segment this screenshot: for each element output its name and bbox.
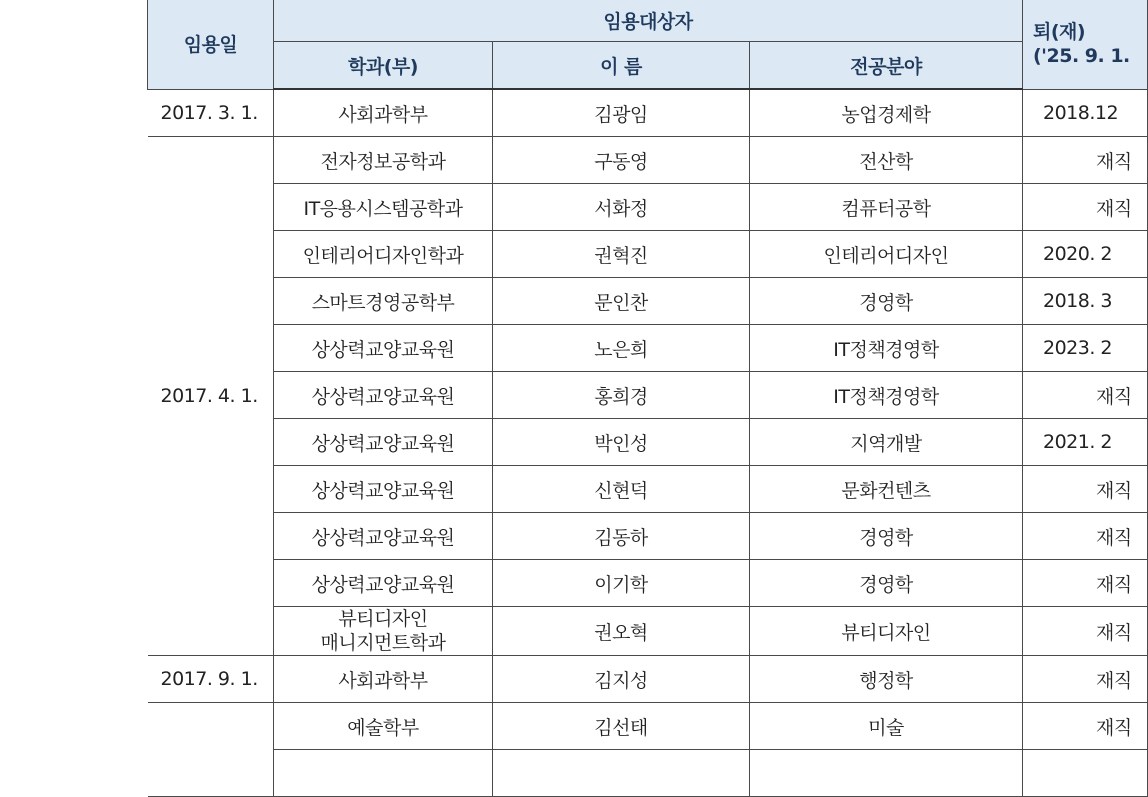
header-major: 전공분야 — [750, 42, 1023, 90]
name-cell: 서화정 — [493, 184, 750, 231]
status-cell: 재직 — [1023, 372, 1148, 419]
header-retirement-status — [1023, 0, 1148, 89]
status-cell: 재직 — [1023, 560, 1148, 607]
appointment-date-cell: 2017. 3. 1. — [148, 89, 274, 137]
table-row — [148, 607, 1148, 656]
header-retirement-line2: ('25. 9. 1. — [1033, 44, 1130, 67]
appointment-table-container — [147, 0, 1148, 797]
table-row — [148, 184, 1148, 231]
table-row — [148, 325, 1148, 372]
status-cell: 2021. 2 — [1023, 419, 1148, 466]
major-cell: 전산학 — [750, 137, 1023, 184]
major-cell: 지역개발 — [750, 419, 1023, 466]
appointment-date-cell: 2017. 4. 1. — [148, 137, 274, 656]
department-cell: 상상력교양교육원 — [274, 372, 493, 419]
major-cell: 행정학 — [750, 656, 1023, 703]
major-cell: 문화컨텐츠 — [750, 466, 1023, 513]
table-row — [148, 466, 1148, 513]
major-cell: 인테리어디자인 — [750, 231, 1023, 278]
department-cell: 인테리어디자인학과 — [274, 231, 493, 278]
table-row — [148, 703, 1148, 750]
status-cell: 재직 — [1023, 184, 1148, 231]
appointment-date-cell — [148, 703, 274, 797]
major-cell: 컴퓨터공학 — [750, 184, 1023, 231]
major-cell: 경영학 — [750, 560, 1023, 607]
header-name: 이 름 — [493, 42, 750, 90]
status-cell: 2023. 2 — [1023, 325, 1148, 372]
department-cell: 상상력교양교육원 — [274, 466, 493, 513]
status-cell: 2018. 3 — [1023, 278, 1148, 325]
header-retirement-line1: 퇴(재) — [1033, 20, 1086, 43]
major-cell: IT정책경영학 — [750, 372, 1023, 419]
name-cell: 이기학 — [493, 560, 750, 607]
department-line1: 뷰티디자인 — [338, 608, 428, 630]
table-header — [148, 0, 1148, 89]
department-line2: 매니지먼트학과 — [320, 632, 446, 654]
major-cell: 농업경제학 — [750, 89, 1023, 137]
department-cell: 상상력교양교육원 — [274, 513, 493, 560]
name-cell: 권오혁 — [493, 607, 750, 656]
table-row — [148, 750, 1148, 797]
status-cell: 재직 — [1023, 607, 1148, 656]
name-cell: 권혁진 — [493, 231, 750, 278]
table-row — [148, 89, 1148, 137]
appointment-table — [147, 0, 1148, 797]
status-cell: 재직 — [1023, 703, 1148, 750]
status-cell: 2020. 2 — [1023, 231, 1148, 278]
name-cell: 박인성 — [493, 419, 750, 466]
major-cell: 경영학 — [750, 513, 1023, 560]
table-row — [148, 137, 1148, 184]
name-cell: 홍희경 — [493, 372, 750, 419]
department-cell: IT응용시스템공학과 — [274, 184, 493, 231]
status-cell: 재직 — [1023, 656, 1148, 703]
name-cell: 김광임 — [493, 89, 750, 137]
name-cell: 노은희 — [493, 325, 750, 372]
department-cell: 예술학부 — [274, 703, 493, 750]
name-cell: 문인찬 — [493, 278, 750, 325]
department-cell — [274, 607, 493, 656]
table-row — [148, 513, 1148, 560]
name-cell: 김지성 — [493, 656, 750, 703]
major-cell: 미술 — [750, 703, 1023, 750]
header-department: 학과(부) — [274, 42, 493, 90]
department-cell: 상상력교양교육원 — [274, 325, 493, 372]
header-appointment-date: 임용일 — [148, 0, 274, 89]
status-cell: 재직 — [1023, 466, 1148, 513]
table-row — [148, 419, 1148, 466]
department-cell: 스마트경영공학부 — [274, 278, 493, 325]
department-cell: 상상력교양교육원 — [274, 560, 493, 607]
name-cell: 신현덕 — [493, 466, 750, 513]
major-cell: 경영학 — [750, 278, 1023, 325]
department-cell: 상상력교양교육원 — [274, 419, 493, 466]
department-cell — [274, 750, 493, 797]
header-appointee-group: 임용대상자 — [274, 0, 1023, 42]
name-cell: 김동하 — [493, 513, 750, 560]
table-row — [148, 278, 1148, 325]
name-cell: 구동영 — [493, 137, 750, 184]
major-cell: IT정책경영학 — [750, 325, 1023, 372]
table-row — [148, 560, 1148, 607]
table-row — [148, 231, 1148, 278]
table-body — [148, 89, 1148, 797]
department-cell: 사회과학부 — [274, 656, 493, 703]
name-cell: 김선태 — [493, 703, 750, 750]
major-cell: 뷰티디자인 — [750, 607, 1023, 656]
status-cell: 재직 — [1023, 513, 1148, 560]
name-cell — [493, 750, 750, 797]
status-cell: 재직 — [1023, 137, 1148, 184]
department-cell: 전자정보공학과 — [274, 137, 493, 184]
status-cell — [1023, 750, 1148, 797]
department-cell: 사회과학부 — [274, 89, 493, 137]
status-cell: 2018.12 — [1023, 89, 1148, 137]
table-row — [148, 656, 1148, 703]
table-row — [148, 372, 1148, 419]
appointment-date-cell: 2017. 9. 1. — [148, 656, 274, 703]
major-cell — [750, 750, 1023, 797]
